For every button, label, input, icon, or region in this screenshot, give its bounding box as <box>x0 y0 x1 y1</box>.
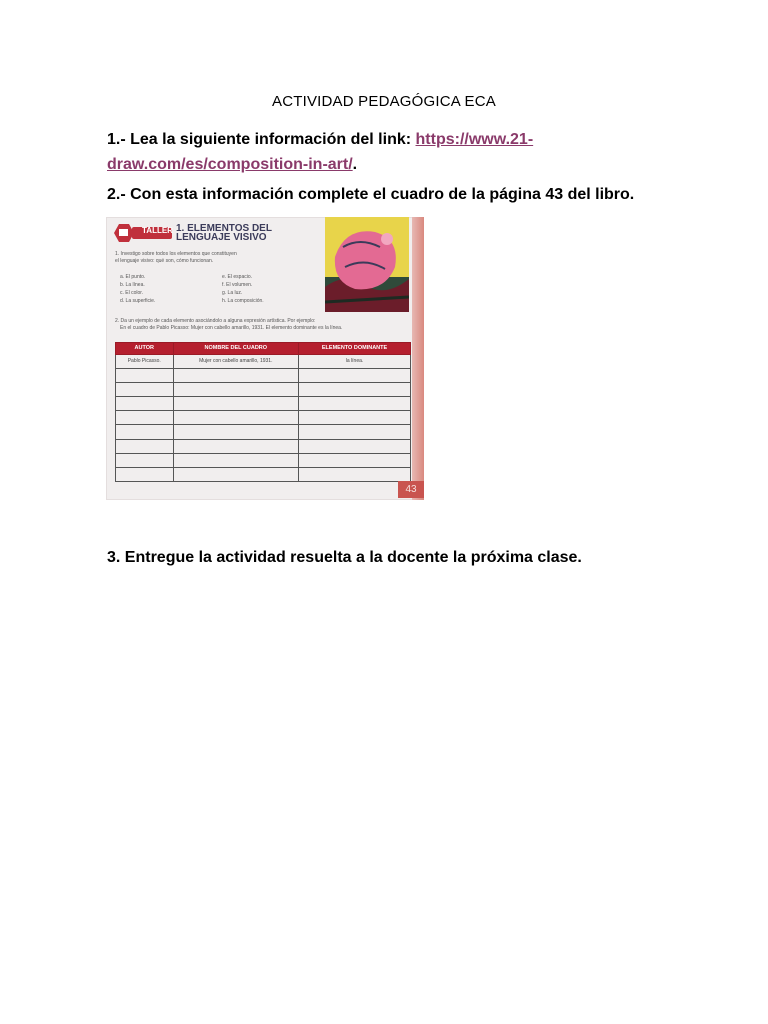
table-row <box>116 411 411 425</box>
instruction-1 <box>107 127 667 177</box>
table-header: NOMBRE DEL CUADRO <box>173 343 299 355</box>
instruction-2: 2.- Con esta información complete el cuadro de la página 43 del libro. <box>107 186 635 203</box>
table-row <box>116 383 411 397</box>
textbook-page-image <box>106 217 424 500</box>
instruction-1-end: . <box>352 156 358 173</box>
table-row <box>116 467 411 481</box>
book-instruction-1b: el lenguaje visivo: qué son, cómo funcionan. <box>115 258 214 264</box>
table-row <box>116 397 411 411</box>
book-item: a. El punto. <box>120 274 146 280</box>
book-item: d. La superficie. <box>120 298 156 304</box>
table-cell: Pablo Picasso. <box>116 354 174 368</box>
table-row <box>116 368 411 382</box>
book-heading: 1. ELEMENTOS DEL LENGUAJE VISIVO <box>176 223 272 243</box>
table-row <box>116 439 411 453</box>
book-instruction-1a: 1. Investigo sobre todos los elementos que constituyen <box>115 251 237 257</box>
table-cell: Mujer con cabello amarillo, 1931. <box>173 354 299 368</box>
book-instruction-2b: En el cuadro de Pablo Picasso: Mujer con cabello amarillo, 1931. El elemento dominante es la línea. <box>120 325 343 331</box>
book-page-edge <box>412 217 424 500</box>
book-item: g. La luz. <box>222 290 243 296</box>
table-cell: la línea. <box>299 354 411 368</box>
instruction-3: 3. Entregue la actividad resuelta a la docente la próxima clase. <box>107 549 582 566</box>
table-row <box>116 425 411 439</box>
table-header-row <box>116 343 411 355</box>
book-item: h. La composición. <box>222 298 264 304</box>
table-header: AUTOR <box>116 343 174 355</box>
book-table <box>115 342 411 482</box>
table-row <box>116 354 411 368</box>
picasso-painting-image <box>325 217 409 312</box>
book-item: e. El espacio. <box>222 274 253 280</box>
table-row <box>116 453 411 467</box>
book-item: c. El color. <box>120 290 144 296</box>
page-title: ACTIVIDAD PEDAGÓGICA ECA <box>271 93 496 110</box>
book-item: b. La línea. <box>120 282 145 288</box>
instruction-1-text: 1.- Lea la siguiente información del link: <box>107 131 416 148</box>
table-header: ELEMENTO DOMINANTE <box>299 343 411 355</box>
page-number: 43 <box>398 481 424 498</box>
taller-label: TALLER <box>142 226 173 235</box>
composition-link[interactable]: https://www.21-draw.com/es/composition-in-art/ <box>107 131 534 173</box>
book-instruction-2a: 2. Da un ejemplo de cada elemento asociándolo a alguna expresión artística. Por ejemplo: <box>115 318 316 324</box>
book-item: f. El volumen. <box>222 282 253 288</box>
